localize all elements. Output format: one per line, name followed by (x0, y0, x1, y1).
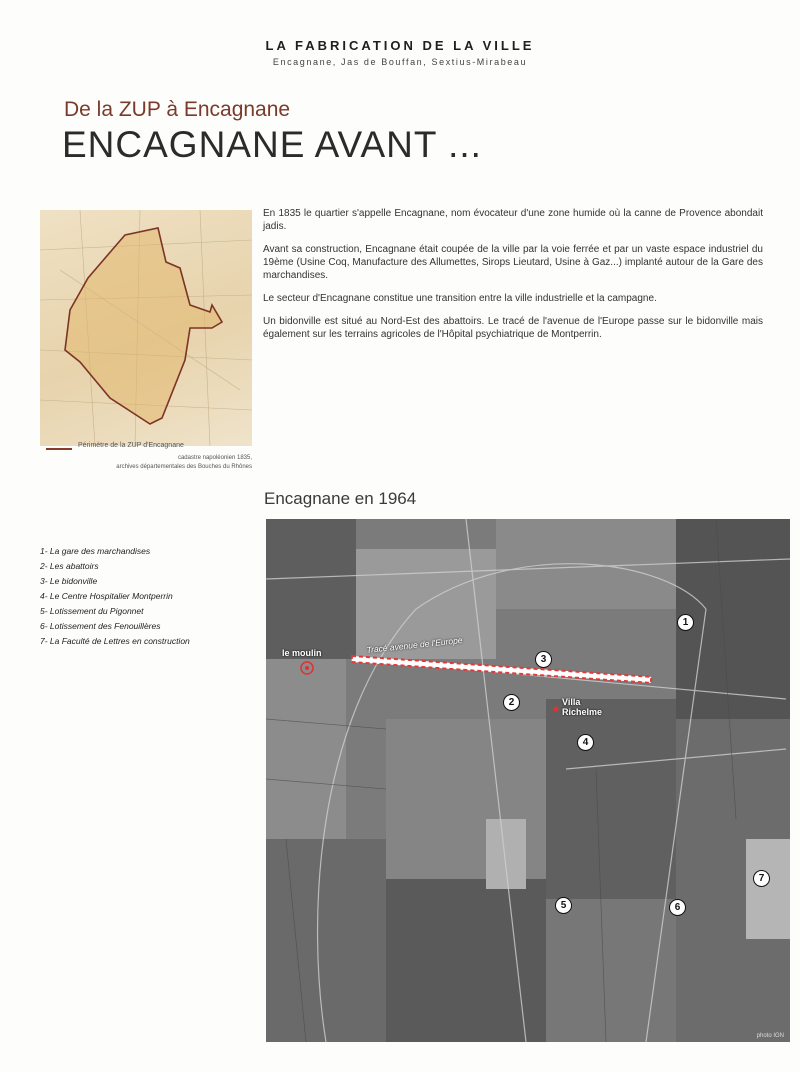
zup-perimeter (65, 228, 222, 424)
intro-paragraph-4: Un bidonville est situé au Nord-Est des abattoirs. Le tracé de l'avenue de l'Europe passe sur le bidonville mais également sur les terrains agricoles de l'Hôpital psychiatrique de Montperrin. (263, 316, 763, 340)
villa-label-line2: Richelme (562, 707, 603, 717)
legend-item: 6- Lotissement des Fenouillères (40, 621, 161, 631)
section-title: Encagnane en 1964 (264, 489, 417, 508)
page-title: ENCAGNANE AVANT ... (62, 124, 482, 165)
legend-item: 7- La Faculté de Lettres en construction (40, 636, 190, 646)
legend-item: 2- Les abattoirs (40, 561, 99, 571)
cadastre-map (40, 210, 252, 446)
intro-text (263, 207, 763, 351)
header-title: LA FABRICATION DE LA VILLE (265, 38, 535, 53)
aerial-photo (266, 519, 790, 1042)
marker-1: 1 (677, 614, 694, 631)
marker-2: 2 (503, 694, 520, 711)
villa-label (562, 697, 602, 717)
intro-paragraph-2: Avant sa construction, Encagnane était coupée de la ville par la voie ferrée et par un vaste espace industriel du 19ème (Usine Coq, Manufacture des Allumettes, Sirops Lieutard, Usine à Gaz...) implanté autour de la Gare des marchandises. (263, 244, 763, 281)
legend-item: 1- La gare des marchandises (40, 546, 151, 556)
photo-legend (40, 544, 190, 649)
aerial-photo-drawing (266, 519, 790, 1042)
kicker-title: De la ZUP à Encagnane (64, 98, 291, 121)
header-subtitle: Encagnane, Jas de Bouffan, Sextius-Mirabeau (272, 57, 528, 67)
cadastre-drawing (40, 210, 252, 446)
cadastre-caption-line2: archives départementales des Bouches du Rhônes (116, 464, 252, 470)
intro-paragraph-3: Le secteur d'Encagnane constitue une transition entre la ville industrielle et la campagne. (263, 293, 657, 304)
legend-item: 5- Lotissement du Pigonnet (40, 606, 144, 616)
cadastre-caption (40, 454, 252, 472)
marker-4: 4 (577, 734, 594, 751)
trace-avenue-label: Tracé avenue de l'Europe (366, 634, 463, 655)
legend-item: 3- Le bidonville (40, 576, 98, 586)
legend-item: 4- Le Centre Hospitalier Montperrin (40, 591, 173, 601)
photo-credit: photo IGN (756, 1033, 784, 1039)
zup-legend-label: Périmètre de la ZUP d'Encagnane (78, 442, 184, 449)
moulin-label: le moulin (282, 648, 322, 658)
intro-paragraph-1: En 1835 le quartier s'appelle Encagnane, nom évocateur d'une zone humide où la canne de Provence abondait jadis. (263, 208, 763, 232)
marker-6: 6 (669, 899, 686, 916)
marker-5: 5 (555, 897, 572, 914)
marker-3: 3 (535, 651, 552, 668)
villa-marker (554, 707, 559, 712)
marker-7: 7 (753, 870, 770, 887)
cadastre-caption-line1: cadastre napoléonien 1835, (177, 455, 252, 461)
zup-legend-swatch (46, 448, 72, 450)
villa-label-line1: Villa (562, 697, 581, 707)
